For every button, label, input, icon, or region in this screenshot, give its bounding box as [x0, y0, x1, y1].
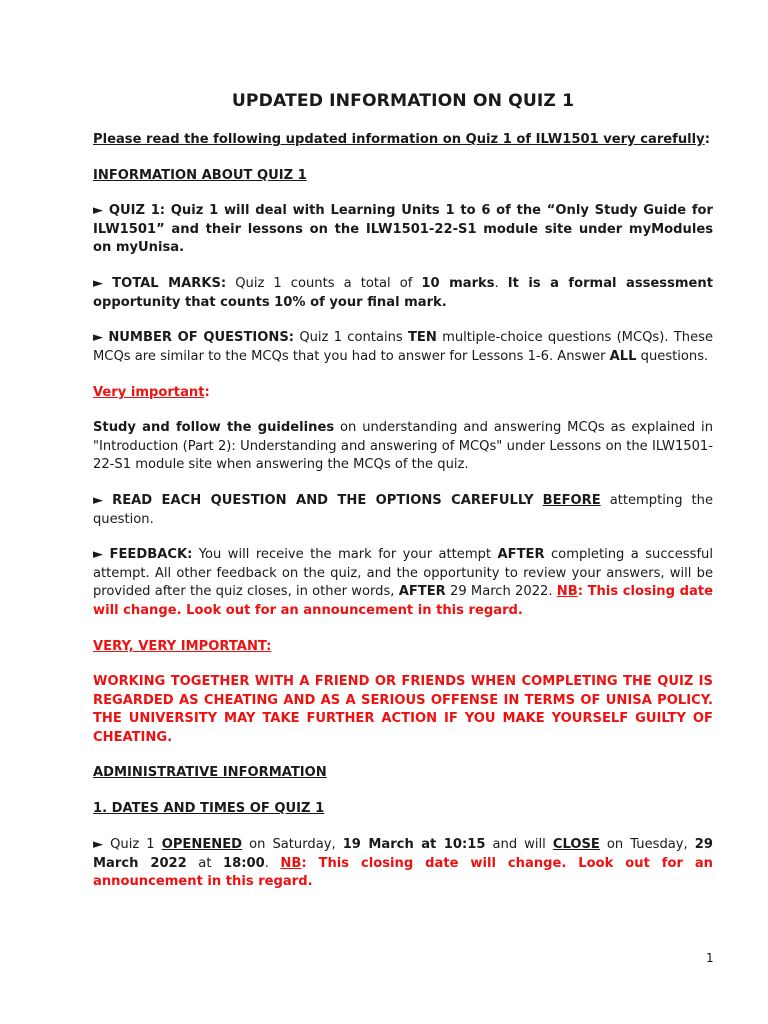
- arrow-bullet-icon: ►: [93, 837, 104, 852]
- very-important-text: Very important: [93, 385, 205, 400]
- quiz1-text: QUIZ 1: Quiz 1 will deal with Learning Units 1 to 6 of the “Only Study Guide for ILW1501” and their lessons on the ILW1501-22-S1 module site under myModules on myUnisa.: [93, 203, 713, 256]
- num-questions-all: ALL: [609, 348, 637, 364]
- opened-word: OPENENED: [161, 837, 243, 852]
- feedback-nb: NB: [556, 584, 578, 600]
- opened-text-2: on Saturday,: [242, 837, 343, 852]
- guidelines-text: on understanding and answering MCQs as explained in "Introduction (Part 2): Understanding and answering of MCQs" under Lessons on the ILW1501-22-S1 module site when answering the MCQs of the quiz.: [93, 420, 713, 473]
- num-questions-text-1: Quiz 1 contains: [294, 330, 408, 345]
- section-heading-dates: 1. DATES AND TIMES OF QUIZ 1: [93, 801, 325, 816]
- feedback-text-3: 29 March 2022.: [445, 584, 557, 600]
- total-marks-text-1: Quiz 1 counts a total of: [226, 276, 422, 291]
- quiz1-paragraph: [93, 202, 713, 258]
- total-marks-value: 10 marks: [421, 276, 495, 291]
- total-marks-text-2: .: [494, 276, 508, 291]
- guidelines-paragraph: [93, 419, 713, 475]
- page-number: 1: [706, 951, 714, 965]
- feedback-after-2: AFTER: [398, 584, 446, 600]
- arrow-bullet-icon: ►: [93, 547, 104, 562]
- guidelines-bold: Study and follow the guidelines: [93, 420, 335, 435]
- feedback-text-2: completing a successful attempt. All other feedback on the quiz, and the opportunity to review your answers, will be provided after the quiz closes, in other words,: [93, 547, 713, 600]
- total-marks-bold: It is a formal assessment opportunity that counts 10% of your final mark.: [93, 276, 713, 310]
- close-time: 18:00: [223, 855, 265, 871]
- quiz-dates-paragraph: [93, 836, 713, 892]
- arrow-bullet-icon: ►: [93, 203, 104, 218]
- arrow-bullet-icon: ►: [93, 276, 104, 291]
- num-questions-text-3: questions.: [636, 348, 709, 364]
- read-each-before: BEFORE: [542, 493, 601, 508]
- read-each-text: attempting the question.: [93, 493, 714, 527]
- num-questions-label: NUMBER OF QUESTIONS:: [108, 330, 295, 345]
- very-important-colon: :: [204, 385, 210, 400]
- num-questions-ten: TEN: [407, 330, 437, 345]
- intro-line: [93, 131, 713, 150]
- arrow-bullet-icon: ►: [93, 493, 104, 508]
- opened-text-4: on Tuesday,: [599, 837, 695, 852]
- document-title: UPDATED INFORMATION ON QUIZ 1: [231, 91, 575, 111]
- intro-colon: :: [704, 132, 710, 147]
- close-date: 29 March 2022: [93, 837, 713, 871]
- very-important-heading: [93, 384, 210, 403]
- arrow-bullet-icon: ►: [93, 330, 104, 345]
- feedback-red-note: : This closing date will change. Look out for an announcement in this regard.: [93, 584, 713, 618]
- feedback-paragraph: [93, 546, 713, 620]
- opened-text-3: and will: [485, 837, 553, 852]
- opened-date: 19 March at 10:15: [342, 837, 486, 852]
- total-marks-label: TOTAL MARKS:: [112, 276, 227, 291]
- opened-text-6: .: [264, 855, 281, 871]
- feedback-after-1: AFTER: [497, 547, 545, 562]
- read-each-bold: READ EACH QUESTION AND THE OPTIONS CAREFULLY: [112, 493, 534, 508]
- section-heading-admin: ADMINISTRATIVE INFORMATION: [93, 765, 327, 780]
- cheating-warning: WORKING TOGETHER WITH A FRIEND OR FRIENDS WHEN COMPLETING THE QUIZ IS REGARDED AS CHEATING AND AS A SERIOUS OFFENSE IN TERMS OF UNISA POLICY. THE UNIVERSITY MAY TAKE FURTHER ACTION IF YOU MAKE YOURSELF GUILTY OF CHEATING.: [93, 674, 713, 745]
- very-very-important-heading: VERY, VERY IMPORTANT:: [93, 639, 272, 654]
- opened-nb: NB: [280, 855, 302, 871]
- opened-text-1: Quiz 1: [103, 837, 162, 852]
- feedback-label: FEEDBACK:: [109, 547, 193, 562]
- feedback-text-1: You will receive the mark for your attempt: [192, 547, 498, 562]
- read-each-paragraph: [93, 492, 713, 529]
- section-heading-quiz-info: INFORMATION ABOUT QUIZ 1: [93, 168, 307, 183]
- intro-text: Please read the following updated information on Quiz 1 of ILW1501 very carefully: [93, 132, 705, 147]
- close-word: CLOSE: [552, 837, 600, 852]
- num-questions-paragraph: [93, 329, 713, 366]
- opened-red-note: : This closing date will change. Look out for an announcement in this regard.: [93, 855, 714, 890]
- total-marks-paragraph: [93, 275, 713, 312]
- num-questions-text-2: multiple-choice questions (MCQs). These MCQs are similar to the MCQs that you had to answer for Lessons 1-6. Answer: [93, 330, 713, 364]
- opened-text-5: at: [186, 855, 224, 871]
